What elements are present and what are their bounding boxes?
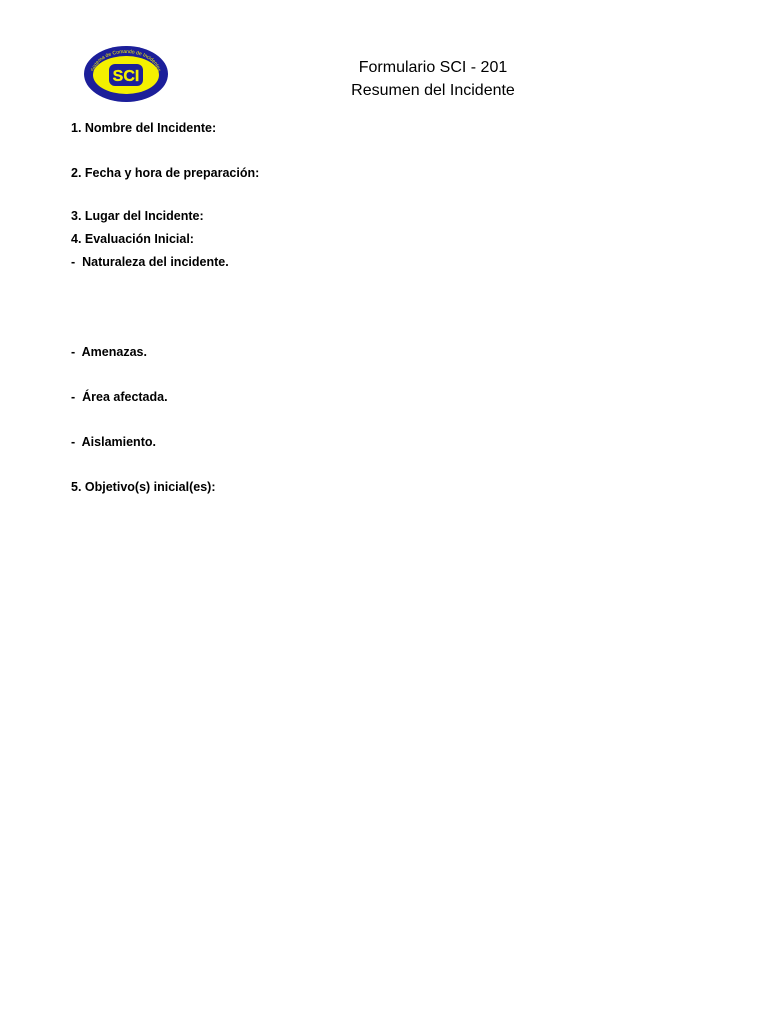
form-title: Formulario SCI - 201 <box>358 59 508 76</box>
sci-logo <box>82 44 170 104</box>
field-naturaleza: - Naturaleza del incidente. <box>71 255 229 269</box>
logo-text: SCI <box>112 68 140 85</box>
field-aislamiento: - Aislamiento. <box>71 435 156 449</box>
field-amenazas: - Amenazas. <box>71 345 147 359</box>
form-subtitle: Resumen del Incidente <box>351 82 515 99</box>
field-objetivos-iniciales: 5. Objetivo(s) inicial(es): <box>71 480 216 494</box>
field-lugar-incidente: 3. Lugar del Incidente: <box>71 209 204 223</box>
field-area-afectada: - Área afectada. <box>71 390 168 404</box>
field-evaluacion-inicial: 4. Evaluación Inicial: <box>71 232 194 246</box>
field-nombre-incidente: 1. Nombre del Incidente: <box>71 121 217 135</box>
sci-logo-graphic <box>82 44 170 104</box>
field-fecha-hora: 2. Fecha y hora de preparación: <box>71 166 260 180</box>
logo-ring-text: Sistema de Comando de Incidentes <box>90 48 162 73</box>
